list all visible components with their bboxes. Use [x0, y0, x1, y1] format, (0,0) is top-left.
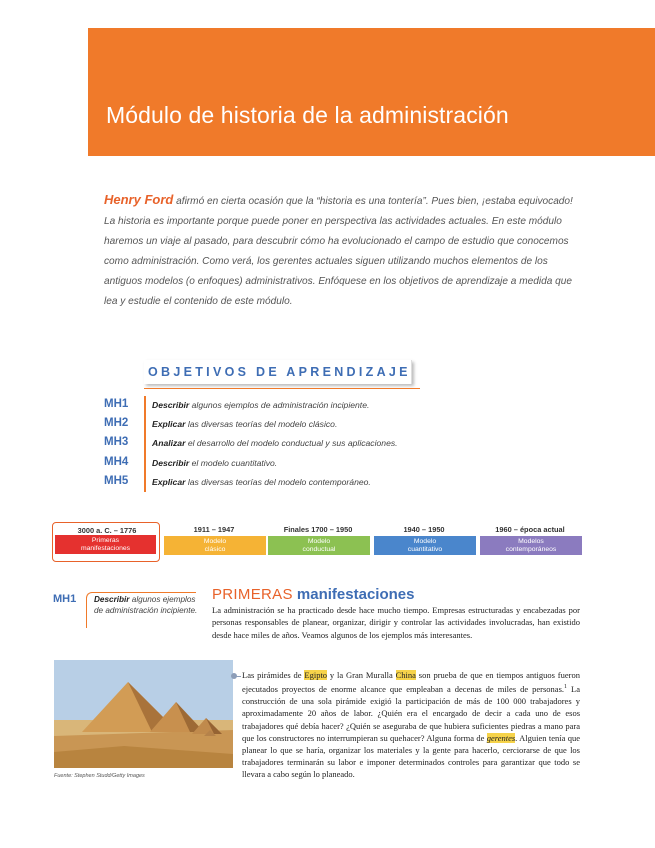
objective-text: Explicar las diversas teorías del modelo clásico.: [152, 419, 338, 429]
section-title-light: PRIMERAS: [212, 586, 293, 603]
pyramids-paragraph: Las pirámides de Egipto y la Gran Muralla China son prueba de que en tiempos antiguos fueron ejecutados proyectos de enorme alcance que empleaban a decenas de miles de personas.$^1$ La construcción de una sola pirámide exigió la participación de más de 100 000 trabajadores y aproximadamente 20 años de labor. ¿Quién era el encargado de decir a cada uno de esos trabajadores qué debía hacer? ¿Quién se aseguraba de que hubiera suficientes piedras a mano para que los constructores no interrumpieran su quehacer? Alguna forma de gerentes. Alguien tenía que planear lo que se haría, organizar los materiales y la gente para hacerlo, cerciorarse de que los trabajadores terminarán su labor e imponer determinados controles para garantizar que todo se llevara a cabo según lo planeado.: [242, 670, 580, 780]
history-timeline: [52, 522, 592, 562]
objectives-banner: [144, 360, 412, 384]
objective-code: MH1: [104, 398, 129, 410]
timeline-box: Primeras manifestaciones: [55, 535, 156, 554]
timeline-item-behavioral: [264, 522, 372, 562]
objective-code: MH2: [104, 417, 129, 429]
timeline-box: Modelo clásico: [164, 536, 266, 555]
timeline-date: 1960 – época actual: [495, 525, 565, 534]
highlight-egipto: Egipto: [304, 670, 328, 680]
intro-text: afirmó en cierta ocasión que la “historia es una tontería”. Pues bien, ¡estaba equivocado! La historia es importante porque puede poner en perspectiva las actividades actuales. En este módulo haremos un viaje al pasado, para descubrir cómo ha evolucionado el campo de estudio que conocemos como administración. Como verá, los gerentes actuales siguen utilizando muchos elementos de los antiguos modelos (o enfoques) administrativos. Enfóquese en los objetivos de aprendizaje a medida que lea y estudie el contenido de este módulo.: [104, 196, 573, 307]
timeline-item-early: [52, 522, 160, 562]
timeline-item-quantitative: [370, 522, 478, 562]
section-paragraph: La administración se ha practicado desde hace mucho tiempo. Empresas estructuradas y encabezadas por personas responsables de planear, organizar, dirigir y controlar las actividades involucradas, han existido desde hace miles de años. Veamos algunos de los ejemplos más interesantes.: [212, 605, 580, 640]
timeline-date: 1940 – 1950: [403, 525, 445, 534]
intro-paragraph: [104, 190, 574, 312]
objective-text: Explicar las diversas teorías del modelo contemporáneo.: [152, 477, 371, 487]
objectives-vertical-rule: [144, 396, 146, 492]
objective-text: Analizar el desarrollo del modelo conductual y sus aplicaciones.: [152, 438, 398, 448]
section-objective-code: MH1: [53, 593, 77, 605]
timeline-date: 1911 – 1947: [193, 525, 235, 534]
section-title-bold: manifestaciones: [296, 586, 415, 603]
objective-code: MH3: [104, 436, 129, 448]
timeline-date: 3000 a. C. – 1776: [77, 526, 137, 535]
timeline-box: Modelo conductual: [268, 536, 370, 555]
highlight-china: China: [395, 670, 416, 680]
header-band: [88, 28, 655, 156]
objective-code: MH4: [104, 456, 129, 468]
timeline-item-contemporary: [476, 522, 584, 562]
intro-author: Henry Ford: [104, 192, 174, 207]
objective-text: Describir el modelo cuantitativo.: [152, 458, 278, 468]
highlight-gerentes: gerentes: [486, 732, 516, 743]
timeline-box: Modelos contemporáneos: [480, 536, 582, 555]
objective-code: MH5: [104, 475, 129, 487]
pyramids-illustration: [54, 660, 233, 768]
objectives-heading: OBJETIVOS DE APRENDIZAJE: [148, 365, 411, 379]
objective-text: Describir algunos ejemplos de administración incipiente.: [152, 400, 370, 410]
timeline-item-classical: [160, 522, 268, 562]
timeline-box: Modelo cuantitativo: [374, 536, 476, 555]
section-title: [212, 586, 414, 603]
section-objective-text: Describir algunos ejemplos de administración incipiente.: [94, 595, 198, 615]
pyramids-photo: [54, 660, 233, 768]
footnote-marker: 1: [564, 684, 568, 691]
photo-caption: Fuente: Stephen Studd/Getty Images: [54, 773, 145, 779]
bullet-dot-icon: [231, 673, 237, 679]
page-title: Módulo de historia de la administración: [106, 102, 509, 128]
objectives-divider: [144, 388, 420, 389]
timeline-date: Finales 1700 – 1950: [283, 525, 353, 534]
